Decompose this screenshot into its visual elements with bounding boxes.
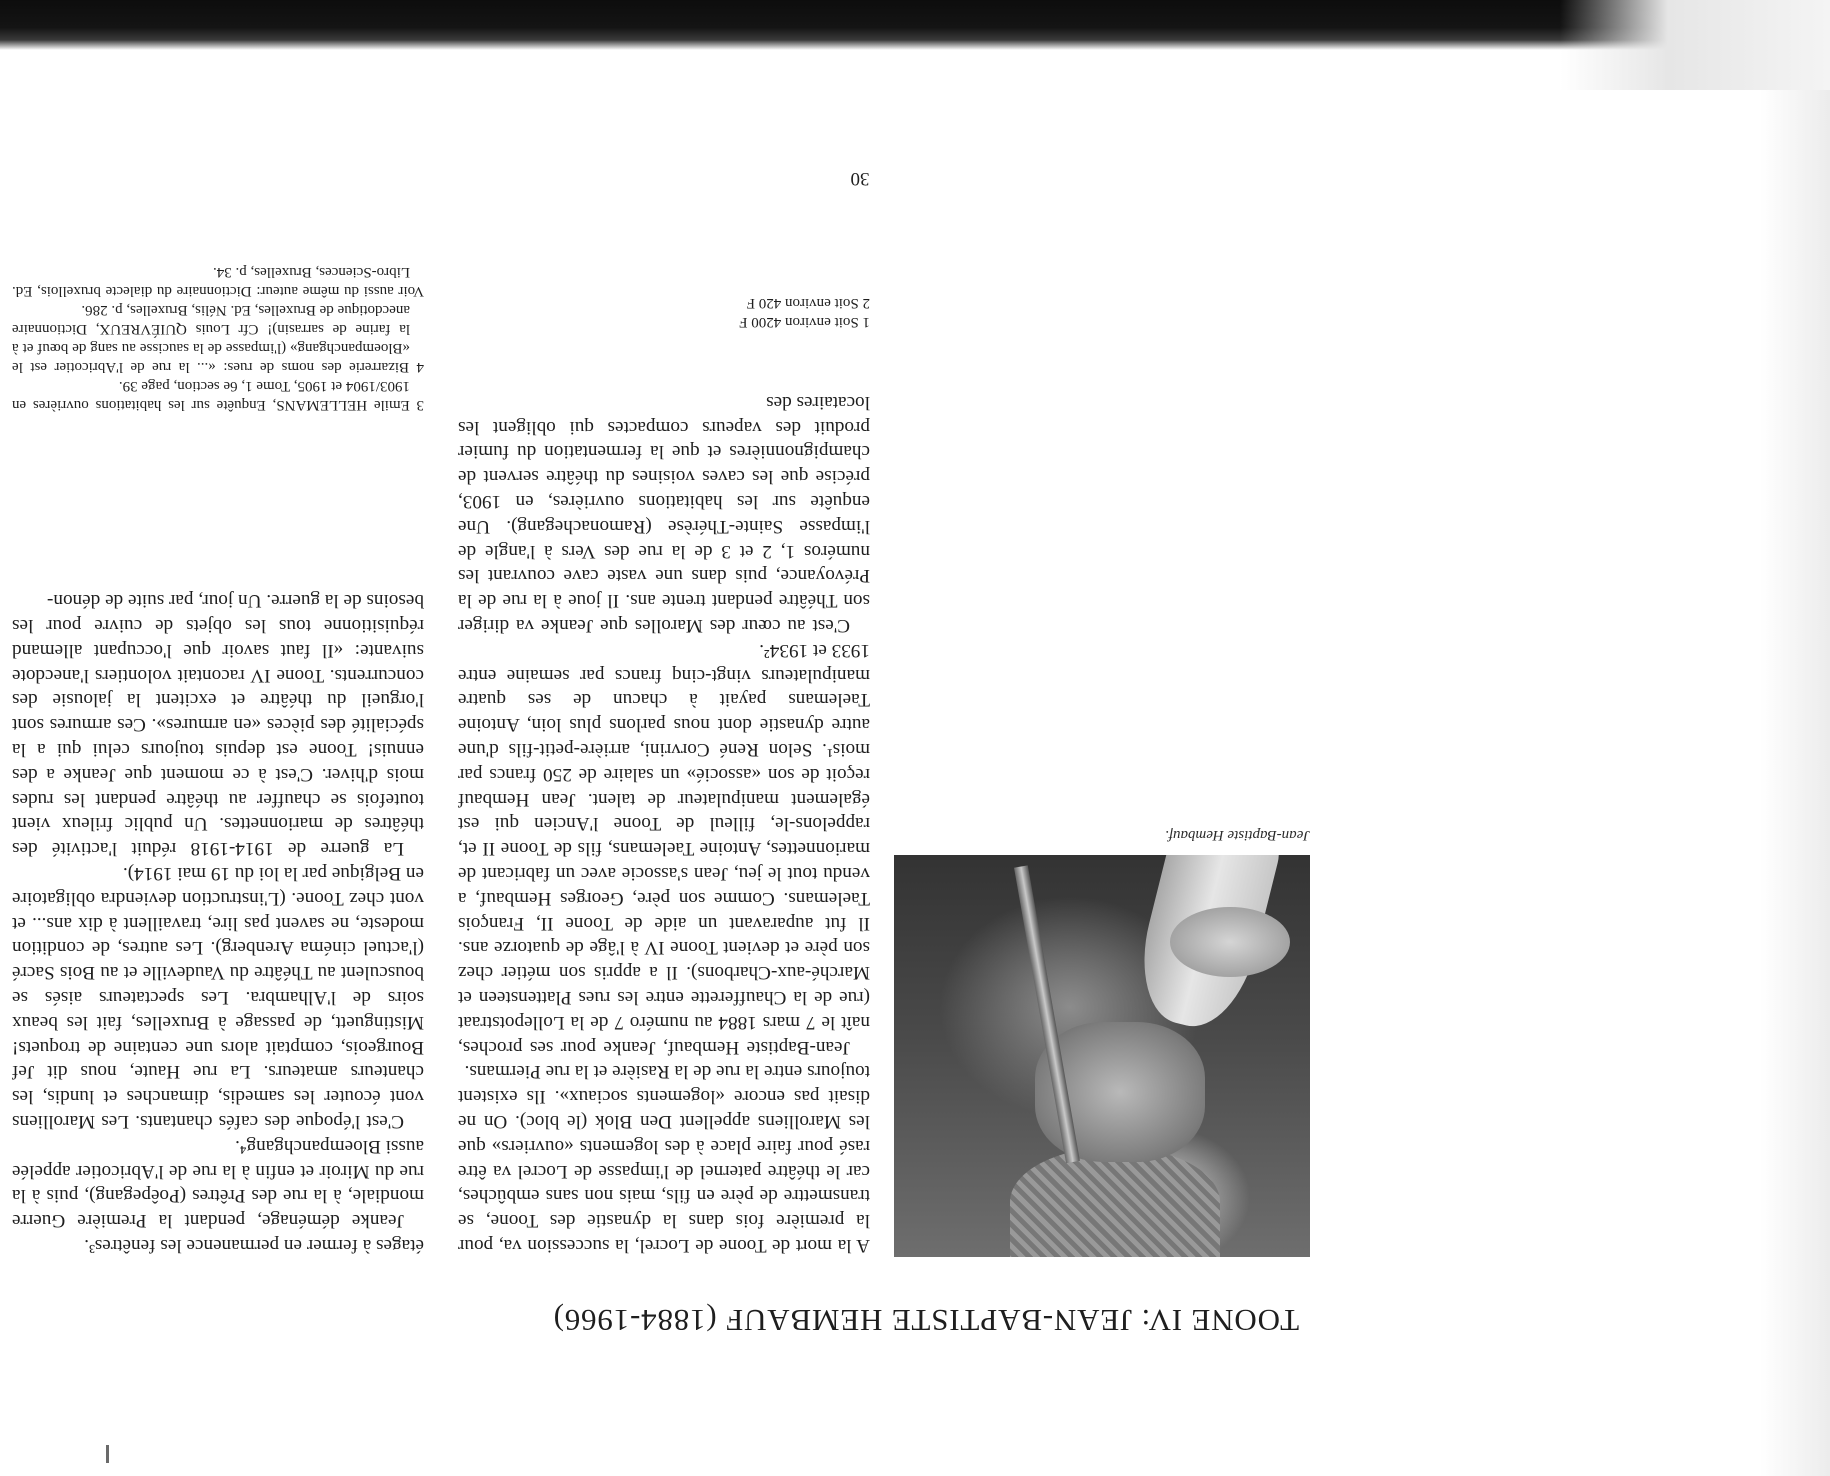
- page-number: 30: [850, 168, 870, 189]
- photo-hand-shape: [1170, 907, 1290, 977]
- paragraph: C'est l'époque des cafés chantants. Les Marolliens vont écouter les samedis, dimanches et lundis, les chanteurs amateurs. La rue Haute, nous dit Jef Bourgeois, comptait alors une centaine de troquets! Mistinguett, de passage à Bruxelles, fait les beaux soirs de l'Alhambra. Les spectateurs aisés se bousculent au Théâtre du Vaudeville et au Bois Sacré (l'actuel cinéma Arenberg). Les autres, de condition modeste, ne savent pas lire, travaillent à dix ans... et vont chez Toone. (L'instruction deviendra obligatoire en Belgique par la loi du 19 mai 1914).: [12, 863, 424, 1133]
- footnote: 4 Bizarrerie des noms de rues: «... la rue de l'Abricotier est le «Bloempanchgang» (l'impasse de la saucisse au sang de bœuf et à la farine de sarrasin)! Cfr Louis QUIÉVREUX, Dictionnaire anecdotique de Bruxelles, Ed. Nélis, Bruxelles, p. 286.: [12, 302, 424, 375]
- text-column-1: [458, 277, 870, 1257]
- photo-jean-baptiste-hembauf: [894, 855, 1310, 1257]
- text-column-2: [12, 277, 424, 1257]
- footnote: 2 Soit environ 420 F: [746, 295, 870, 311]
- paragraph: Jean-Baptiste Hembauf, Jeanke pour ses proches, naît le 7 mars 1884 au numéro 7 de la Lollepotstraat (rue de la Chaufferette entre les rues Plattensteen et Marché-aux-Charbons). Il a appris son métier chez son père et devient Toone IV à l'âge de quatorze ans. Il fut auparavant un aide de Toone II, François Taelemans. Comme son père, Georges Hembauf, a vendu tout le jeu, Jean s'associe avec un fabricant de marionnettes, Antoine Taelemans, fils de Toone II et, rappelons-le, filleul de Toone l'Ancien qui est également manipulateur de talent. Jean Hembauf reçoit de son «associé» un salaire de 250 francs par mois¹. Selon René Corvrini, arrière-petit-fils d'une autre dynastie dont nous parlons plus loin, Antoine Taelemans payait à chacun de ses quatre manipulateurs vingt-cinq francs par semaine entre 1933 et 1934².: [458, 639, 870, 1058]
- footnote: 3 Emile HELLEMANS, Enquête sur les habitations ouvrières en 1903/1904 et 1905, Tome 1, 6e section, page 39.: [12, 378, 424, 413]
- paragraph: étages à fermer en permanence les fenêtres³.: [84, 1235, 424, 1256]
- paragraph: Jeanke déménage, pendant la Première Guerre mondiale, à la rue des Prêtres (Poêpegang), puis à la rue du Miroir et enfin à la rue de l'Abricotier appelée aussi Bloempanchgang⁴.: [12, 1135, 424, 1232]
- paragraph: A la mort de Toone de Locrel, la succession va, pour la première fois dans la dynastie des Toone, se transmettre de père en fils, mais non sans embûches, car le théâtre paternel de l'impasse de Locrel va être rasé pour faire place à des logements «ouvriers» que les Marolliens appellent Den Blok (le bloc). On ne disait pas encore «logements sociaux». Ils existent toujours entre la rue de la Rasière et la rue Piermans.: [458, 1061, 870, 1256]
- footnotes-column-1: [458, 293, 870, 331]
- chapter-title: TOONE IV: JEAN-BAPTISTE HEMBAUF (1884-1966): [552, 1303, 1300, 1338]
- footnote: Voir aussi du même auteur: Dictionnaire du dialecte bruxellois, Ed. Libro-Sciences, Bruxelles, p. 34.: [12, 264, 424, 299]
- footnotes-column-2: [12, 262, 424, 414]
- paragraph: C'est au cœur des Marolles que Jeanke va diriger son Théâtre pendant trente ans. Il joue à la rue de la Prévoyance, puis dans une vaste cave couvrant les numéros 1, 2 et 3 de la rue des Vers à l'angle de l'impasse Sainte-Thérèse (Ramonachegang). Une enquête sur les habitations ouvrières, en 1903, précise que les caves voisines du théâtre servent de champignonnières et que la fermentation du fumier produit des vapeurs compactes qui obligent les locataires des: [458, 391, 870, 637]
- footnote: 1 Soit environ 4200 F: [739, 314, 870, 330]
- photo-caption: Jean-Baptiste Hembauf.: [1165, 827, 1310, 843]
- photo-hat-shape: [1010, 1147, 1220, 1257]
- paragraph: La guerre de 1914-1918 réduit l'activité des théâtres de marionnettes. Un public frileux vient toutefois se chauffer au théâtre pendant les rudes mois d'hiver. C'est à ce moment que Jeanke a des ennuis! Toone est depuis toujours celui qui a la spécialité des pièces «en armures». Ces armures sont l'orgueil du théâtre et excitent la jalousie des concurrents. Toone IV racontait volontiers l'anecdote suivante: «Il faut savoir que l'occupant allemand réquisitionne tous les objets de cuivre pour les besoins de la guerre. Un jour, par suite de dénon-: [12, 590, 424, 860]
